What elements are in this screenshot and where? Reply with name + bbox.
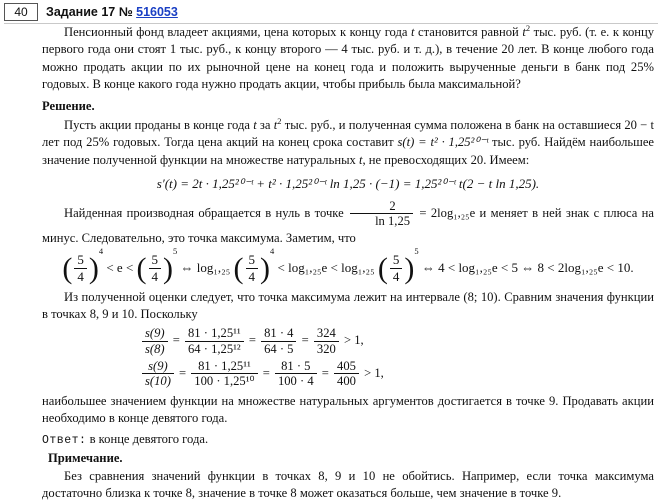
problem-text-1: Пенсионный фонд владеет акциями, цена которых к концу года <box>64 25 408 39</box>
ineq-den-3: 4 <box>248 269 255 285</box>
crit-eq: = 2log₁,₂₅e <box>419 206 476 221</box>
ineq-mid-2: < log₁,₂₅e < log₁,₂₅ <box>277 259 375 275</box>
solution-para-4: наибольшее значением функции на множестве натуральных аргументов достигается в точке 9. Продавать акции необходимо в конце девятого года. <box>42 393 654 425</box>
r1-mid-den: 64 · 1,25¹² <box>188 341 241 356</box>
var-t-4: t <box>358 152 363 167</box>
ineq-num-3: 5 <box>246 253 259 269</box>
ineq-den-1: 4 <box>77 269 84 285</box>
r1-gt-one: > 1, <box>343 333 364 348</box>
problem-text-3: тыс. руб. (т. е. к концу первого года они стоят 1 тыс. руб., к концу второго — 4 тыс. руб. и т. д.), в течение 20 лет. В конце любого года можно продать акции по их рыночной цене на конец года и положить вырученные деньги в банк под 25% годовых. В конце какого года нужно продать акции, чтобы прибыль была максимальной? <box>42 25 655 92</box>
r2-lhs-den: s(10) <box>145 374 171 389</box>
square-exp-2: 2 <box>277 115 282 126</box>
r2-b-num: 81 · 5 <box>275 359 317 374</box>
sol-text-1e: , не превосходящих 20. Имеем: <box>362 152 530 167</box>
ineq-tail: ⇔ 4 < log₁,₂₅e < 5 ⇔ 8 < 2log₁,₂₅e < 10. <box>421 259 634 275</box>
sol-text-1c: тыс. руб., и полученная сумма положена в банк на оставшиеся 20 − t лет под 25% годовых. Тогда цена акций на конец срока составит <box>42 117 654 150</box>
var-t-2: t <box>253 117 257 132</box>
pow-5-b: 5 <box>414 245 419 256</box>
note-heading: Примечание. <box>48 451 123 466</box>
task-header <box>4 2 658 24</box>
problem-text-2: становится равной <box>418 25 519 39</box>
pow-4-a: 4 <box>98 245 104 256</box>
r2-gt-one: > 1, <box>364 366 384 381</box>
pow-4-b: 4 <box>270 245 275 256</box>
r2-c-num: 405 <box>334 359 359 374</box>
task-title-label: Задание 17 № <box>46 5 133 19</box>
sol-text-2b: и меняет в ней знак с плюса на минус. Следовательно, это точка максимума. Заметим, что <box>42 206 654 245</box>
pow-5-a: 5 <box>173 245 178 256</box>
s-definition: s(t) = t² · 1,25²⁰⁻ᵗ <box>397 135 489 150</box>
ineq-den-2: 4 <box>151 269 159 285</box>
ineq-arrow-1: ⇔ log₁,₂₅ <box>180 259 231 275</box>
crit-num: 2 <box>350 199 413 214</box>
crit-den: ln 1,25 <box>375 214 411 229</box>
r2-mid-num: 81 · 1,25¹¹ <box>191 359 257 374</box>
ineq-num-1: 5 <box>74 253 87 269</box>
solution-para-3: Из полученной оценки следует, что точка максимума лежит на интервале (8; 10). Сравним значения функции в точках 8, 9 и 10. Поскольку <box>42 289 654 322</box>
ineq-num-2: 5 <box>149 253 162 269</box>
r2-mid-den: 100 · 1,25¹⁰ <box>194 374 255 389</box>
r2-c-den: 400 <box>337 374 356 389</box>
r2-lhs-num: s(9) <box>142 359 174 374</box>
answer-label: Ответ: <box>42 434 87 448</box>
r1-c-den: 320 <box>316 341 336 356</box>
task-content <box>42 24 654 502</box>
square-exp: 2 <box>525 23 531 33</box>
note-text: Без сравнения значений функции в точках 8, 9 и 10 не обойтись. Например, если точка максимума достаточно близка к точке 8, значение в точке 8 может оказаться больше, чем значение в точке 9. <box>42 468 654 500</box>
critical-point-fraction <box>350 199 413 230</box>
ineq-den-4: 4 <box>392 269 400 285</box>
sol-text-1b: за <box>259 117 271 132</box>
ratio-comparisons <box>140 326 654 389</box>
task-title <box>46 3 178 21</box>
solution-para-1 <box>42 117 654 169</box>
problem-statement <box>42 24 654 94</box>
ineq-mid-1: < e < <box>106 259 134 275</box>
answer-line <box>42 431 654 449</box>
inequality-formula: ( $\frac{5}{4}$ )$^4$ < e < ( $\frac{5}{4}$ )$^5$ ⇔ log₁,₂₅ ( $\frac{5}{4}$ )$^4$ < log₁,₂₅e < log₁,₂₅ ( $\frac{5}{4}$ )$^5$ ⇔ 4 < log₁,₂₅e < 5 ⇔ 8 < 2log₁,₂₅e < 10. <box>62 245 634 286</box>
ratio-9-8: $\frac{s(9)}{s(8)}$ = $\frac{\text{81 · 1,25¹¹}}{\text{64 · 1,25¹²}}$ = $\frac{81 \cdot 4}{64 \cdot 5}$ = $\frac{324}{320}$ > 1, <box>140 326 654 357</box>
r1-lhs-num: s(9) <box>142 326 168 341</box>
var-t: t <box>411 25 415 39</box>
answer-text: в конце девятого года. <box>89 432 209 447</box>
ineq-num-4: 5 <box>390 253 403 269</box>
task-id-link[interactable]: 516053 <box>136 5 178 19</box>
ratio-9-10: $\frac{s(9)}{s(10)}$ = $\frac{\text{81 · 1,25¹¹}}{\text{100 · 1,25¹⁰}}$ = $\frac{81 \cdot 5}{100 \cdot 4}$ = $\frac{405}{400}$ > 1, <box>140 359 654 390</box>
var-t-3: t <box>273 117 278 132</box>
task-number-box: 40 <box>4 3 38 21</box>
derivative-formula: s′(t) = 2t · 1,25²⁰⁻ᵗ + t² · 1,25²⁰⁻ᵗ ln 1,25 · (−1) = 1,25²⁰⁻ᵗ t(2 − t ln 1,25). <box>156 176 540 191</box>
sol-text-1a: Пусть акции проданы в конце года <box>64 117 250 132</box>
sol-text-1d: тыс. руб. Найдём наибольшее значение полученной функции на множестве натуральных <box>42 135 655 167</box>
r1-lhs-den: s(8) <box>145 341 165 356</box>
r1-b-den: 64 · 5 <box>264 341 294 356</box>
r2-b-den: 100 · 4 <box>277 374 314 389</box>
r1-mid-num: 81 · 1,25¹¹ <box>185 326 244 341</box>
var-t-sq: t <box>522 25 526 39</box>
r1-c-num: 324 <box>314 326 339 341</box>
solution-heading: Решение. <box>42 98 95 113</box>
r1-b-num: 81 · 4 <box>261 326 296 341</box>
sol-text-2a: Найденная производная обращается в нуль в точке <box>64 206 344 221</box>
solution-para-2 <box>42 199 654 247</box>
